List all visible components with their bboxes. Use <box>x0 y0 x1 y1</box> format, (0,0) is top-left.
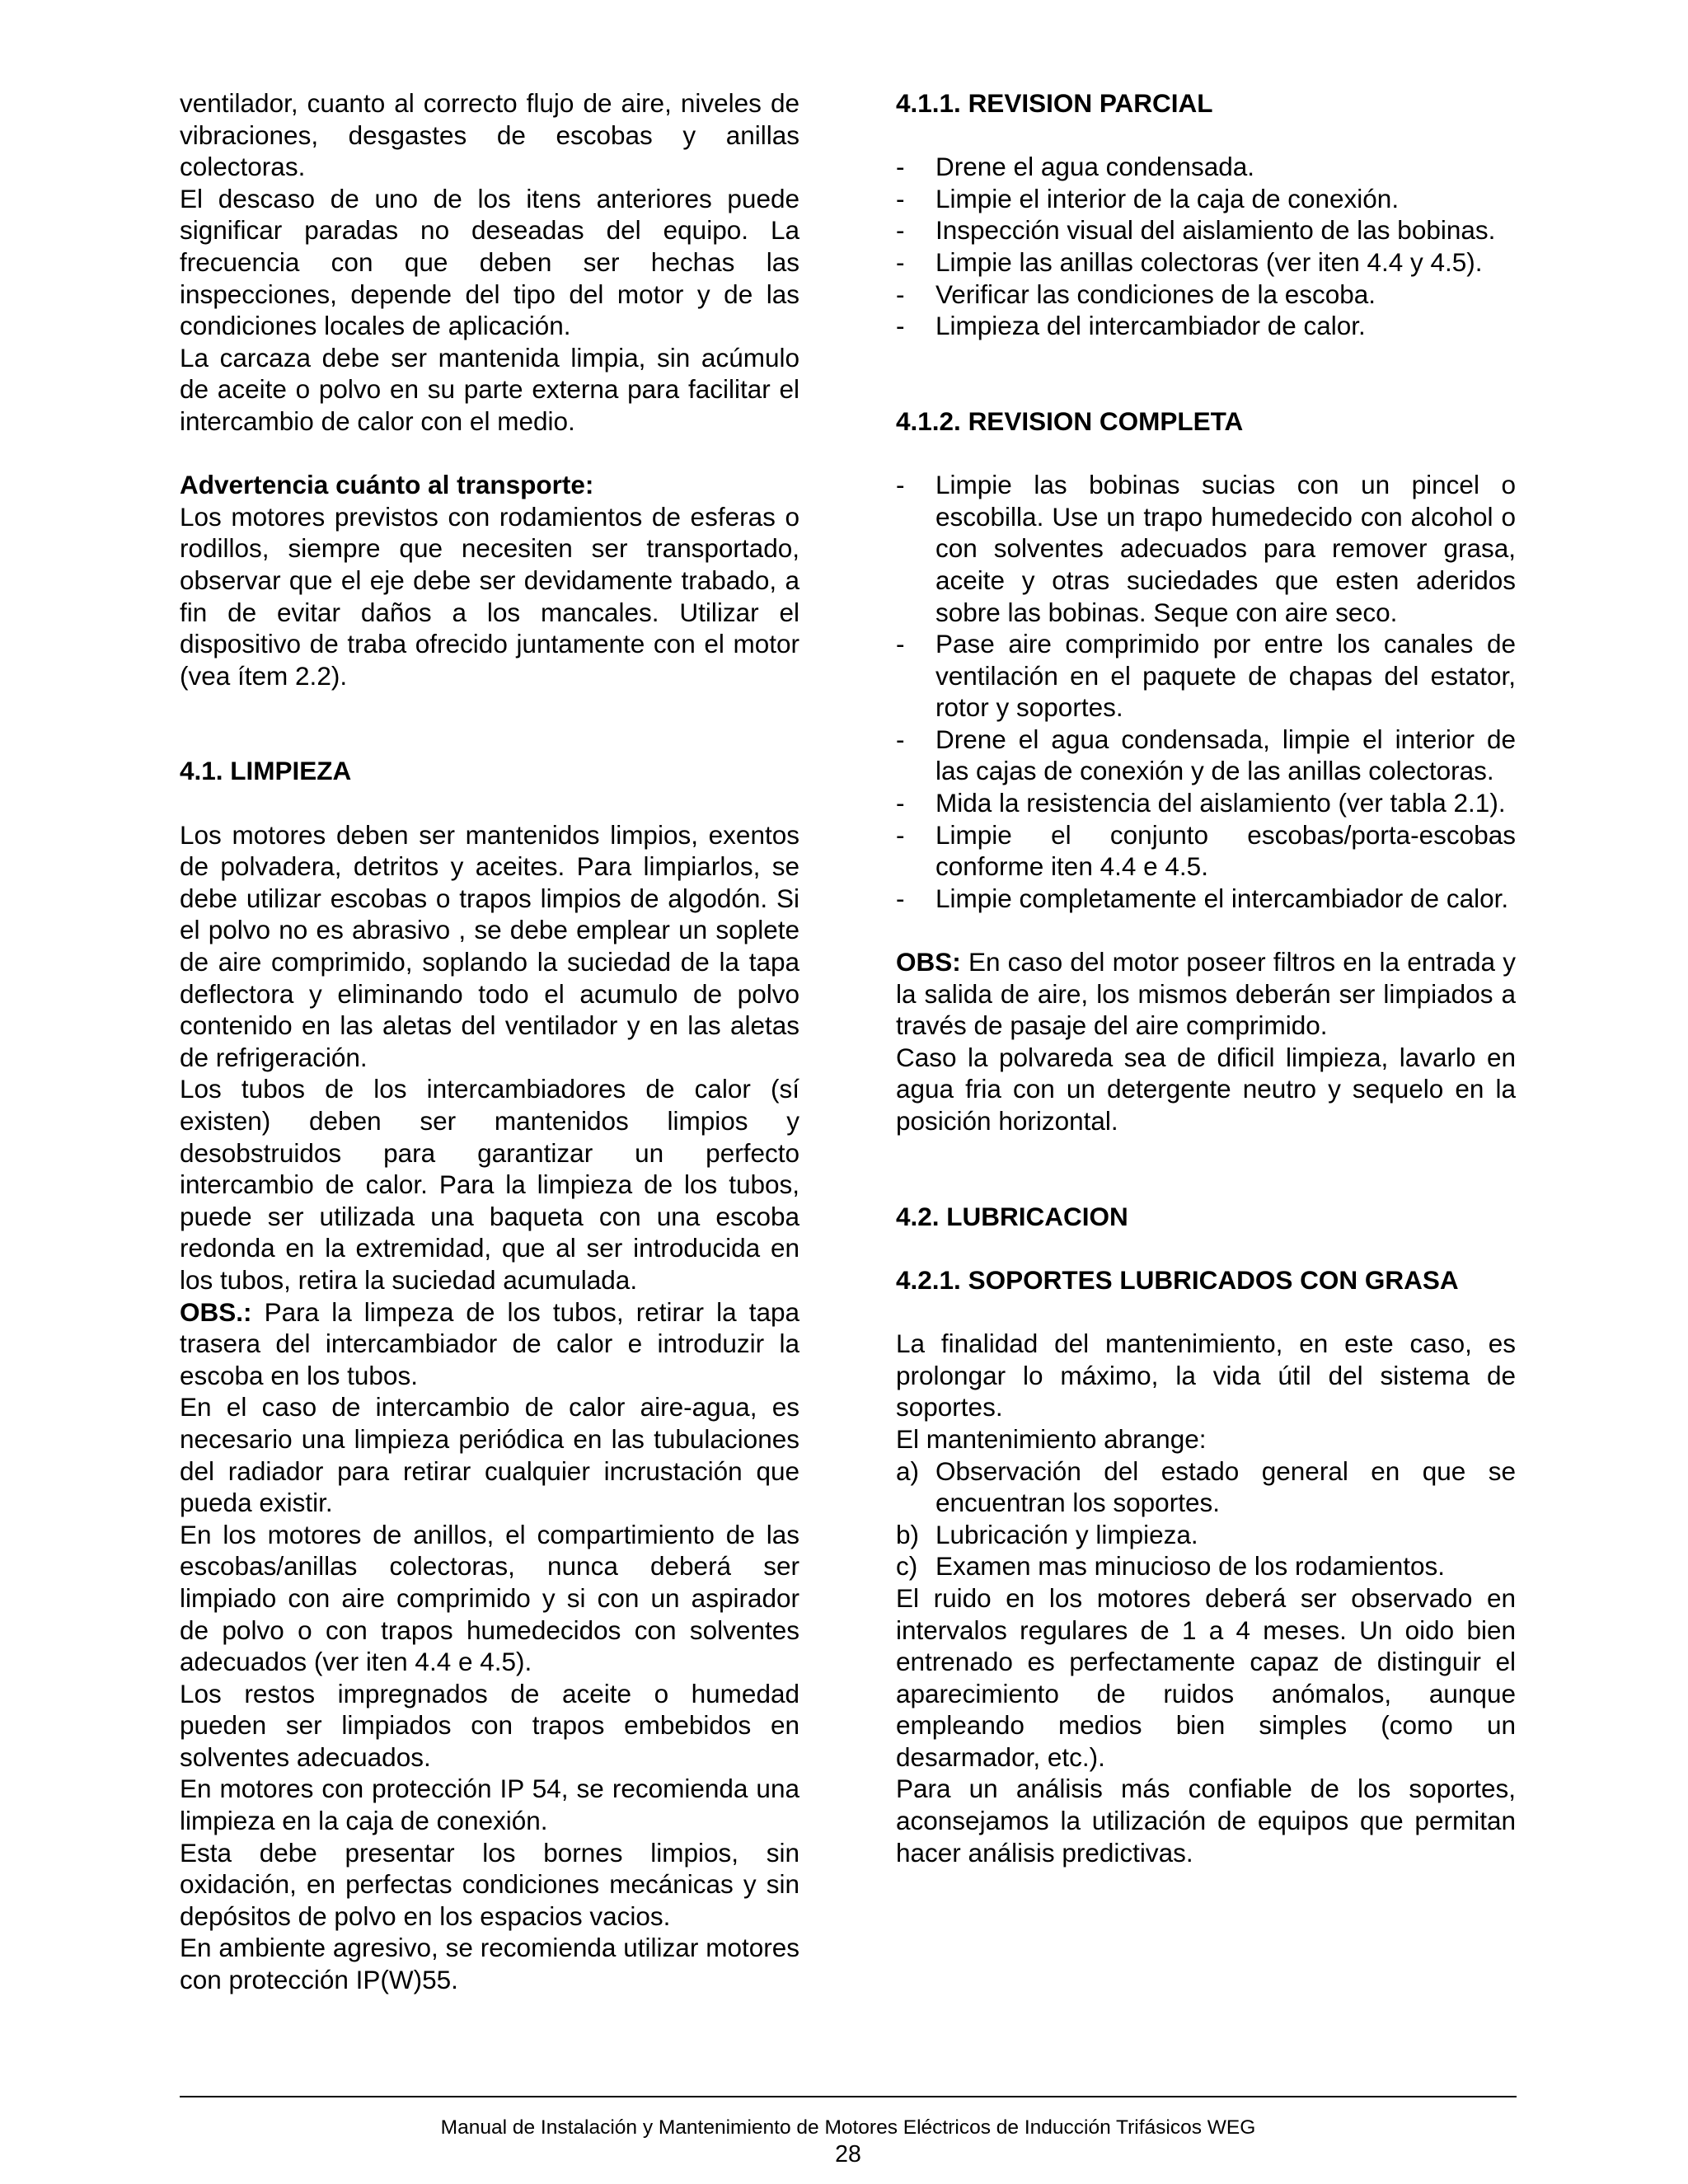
list-marker: - <box>896 788 905 818</box>
right-column <box>896 87 1516 1868</box>
complete-obs-label: OBS: <box>896 947 961 977</box>
list-marker: - <box>896 183 905 213</box>
complete-obs-text: En caso del motor poseer filtros en la entrada y la salida de aire, los mismos deberán ser limpiados a través de pasaje del aire comprimido. <box>896 947 1516 1041</box>
transport-heading: Advertencia cuánto al transporte: <box>180 470 594 500</box>
grease-paragraph-2: El mantenimiento abrange: <box>896 1423 1207 1454</box>
list-item: - Limpie completamente el intercambiador de calor. <box>896 883 1509 913</box>
list-item: - Limpieza del intercambiador de calor. <box>896 311 1366 341</box>
complete-obs-paragraph <box>896 946 1516 1042</box>
page-number: 28 <box>835 2141 861 2168</box>
grease-paragraph-4: Para un análisis más confiable de los soportes, aconsejamos la utilización de equipos que permitan hacer análisis predictivas. <box>896 1774 1516 1868</box>
list-marker: a) <box>896 1455 920 1486</box>
list-marker: - <box>896 152 905 182</box>
grease-paragraph-1: La finalidad del mantenimiento, en este caso, es prolongar lo máximo, la vida útil del sistema de soportes. <box>896 1329 1516 1422</box>
complete-revision-heading: 4.1.2. REVISION COMPLETA <box>896 405 1244 436</box>
list-item: - Verificar las condiciones de la escoba. <box>896 279 1376 309</box>
cleaning-obs-paragraph <box>180 1296 799 1392</box>
maintenance-scope-list <box>896 1455 1516 1582</box>
intro-paragraph-3: La carcaza debe ser mantenida limpia, sin acúmulo de aceite o polvo en su parte externa para facilitar el intercambio de calor con el medio. <box>180 342 799 436</box>
cleaning-paragraph-7: Esta debe presentar los bornes limpios, sin oxidación, en perfectas condiciones mecánicas y sin depósitos de polvo en los espacios vacios. <box>180 1837 799 1931</box>
list-marker: - <box>896 629 905 659</box>
list-item: c) Examen mas minucioso de los rodamientos. <box>896 1551 1446 1582</box>
grease-paragraph-3: El ruido en los motores deberá ser observado en intervalos regulares de 1 a 4 meses. Un oido bien entrenado es perfectamente capaz de distinguir el aparecimiento de ruidos anómalos, aunque empleando medios bien simples (como un desarmador, etc.). <box>896 1582 1516 1772</box>
partial-revision-heading: 4.1.1. REVISION PARCIAL <box>896 88 1213 118</box>
footer-title: Manual de Instalación y Mantenimiento de Motores Eléctricos de Inducción Trifásicos WEG <box>440 2116 1256 2139</box>
lubrication-heading: 4.2. LUBRICACION <box>896 1201 1128 1231</box>
partial-revision-list <box>896 151 1516 342</box>
left-column <box>180 87 799 1996</box>
intro-paragraph-1: ventilador, cuanto al correcto flujo de aire, niveles de vibraciones, desgastes de escobas y anillas colectoras. <box>180 88 799 182</box>
list-marker: b) <box>896 1519 920 1549</box>
cleaning-obs-label: OBS.: <box>180 1296 252 1327</box>
list-marker: - <box>896 246 905 277</box>
list-marker: - <box>896 311 905 341</box>
list-item: b) Lubricación y limpieza. <box>896 1519 1198 1549</box>
list-marker: - <box>896 470 905 500</box>
list-item: - Pase aire comprimido por entre los canales de ventilación en el paquete de chapas del estator, rotor y soportes. <box>896 629 1516 723</box>
list-item: - Drene el agua condensada, limpie el interior de las cajas de conexión y de las anillas colectoras. <box>896 724 1516 786</box>
complete-obs-paragraph-2: Caso la polvareda sea de dificil limpieza, lavarlo en agua fria con un detergente neutro y sequelo en la posición horizontal. <box>896 1042 1516 1136</box>
list-marker: - <box>896 215 905 246</box>
list-item: - Drene el agua condensada. <box>896 152 1255 182</box>
list-marker: c) <box>896 1551 918 1582</box>
cleaning-paragraph-6: En motores con protección IP 54, se recomienda una limpieza en la caja de conexión. <box>180 1774 799 1836</box>
page-footer <box>180 2115 1517 2168</box>
list-marker: - <box>896 724 905 754</box>
footer-divider <box>180 2096 1517 2097</box>
intro-paragraph-2: El descaso de uno de los itens anteriores puede significar paradas no deseadas del equipo. La frecuencia con que deben ser hechas las inspecciones, depende del tipo del motor y de las condiciones locales de aplicación. <box>180 183 799 341</box>
list-marker: - <box>896 819 905 850</box>
cleaning-paragraph-2: Los tubos de los intercambiadores de calor (sí existen) deben ser mantenidos limpios y desobstruidos para garantizar un perfecto intercambio de calor. Para la limpieza de los tubos, puede ser utilizada una baqueta con una escoba redonda en la extremidad, que al ser introducida en los tubos, retira la suciedad acumulada. <box>180 1074 799 1295</box>
list-item: - Limpie las bobinas sucias con un pincel o escobilla. Use un trapo humedecido con alcohol o con solventes adecuados para remover grasa, aceite y otras suciedades que esten aderidos sobre las bobinas. Seque con aire seco. <box>896 470 1516 627</box>
list-item: - Inspección visual del aislamiento de las bobinas. <box>896 215 1496 246</box>
cleaning-heading: 4.1. LIMPIEZA <box>180 756 352 786</box>
list-item: - Mida la resistencia del aislamiento (ver tabla 2.1). <box>896 788 1506 818</box>
list-marker: - <box>896 279 905 309</box>
cleaning-paragraph-3: En el caso de intercambio de calor aire-agua, es necesario una limpieza periódica en las tubulaciones del radiador para retirar cualquier incrustación que pueda existir. <box>180 1392 799 1518</box>
list-item: - Limpie las anillas colectoras (ver iten 4.4 y 4.5). <box>896 246 1483 277</box>
grease-bearings-heading: 4.2.1. SOPORTES LUBRICADOS CON GRASA <box>896 1264 1459 1295</box>
list-item: - Limpie el conjunto escobas/porta-escobas conforme iten 4.4 e 4.5. <box>896 819 1516 882</box>
transport-paragraph: Los motores previstos con rodamientos de esferas o rodillos, siempre que necesiten ser transportado, observar que el eje debe ser devidamente trabado, a fin de evitar daños a los mancales. Utilizar el dispositivo de traba ofrecido juntamente con el motor (vea ítem 2.2). <box>180 501 799 691</box>
list-item: - Limpie el interior de la caja de conexión. <box>896 183 1400 213</box>
list-marker: - <box>896 883 905 913</box>
cleaning-obs-text: Para la limpeza de los tubos, retirar la tapa trasera del intercambiador de calor e introduzir la escoba en los tubos. <box>180 1296 799 1390</box>
complete-revision-list <box>896 469 1516 914</box>
cleaning-paragraph-1: Los motores deben ser mantenidos limpios, exentos de polvadera, detritos y aceites. Para limpiarlos, se debe utilizar escobas o trapos limpios de algodón. Si el polvo no es abrasivo , se debe emplear un soplete de aire comprimido, soplando la suciedad de la tapa deflectora y eliminando todo el acumulo de polvo contenido en las aletas del ventilador y en las aletas de refrigeración. <box>180 819 799 1072</box>
cleaning-paragraph-5: Los restos impregnados de aceite o humedad pueden ser limpiados con trapos embebidos en solventes adecuados. <box>180 1678 799 1772</box>
list-item: a) Observación del estado general en que se encuentran los soportes. <box>896 1455 1516 1518</box>
cleaning-paragraph-4: En los motores de anillos, el compartimiento de las escobas/anillas colectoras, nunca deberá ser limpiado con aire comprimido y si con un aspirador de polvo o con trapos humedecidos con solventes adecuados (ver iten 4.4 e 4.5). <box>180 1519 799 1677</box>
cleaning-paragraph-8: En ambiente agresivo, se recomienda utilizar motores con protección IP(W)55. <box>180 1933 799 1995</box>
